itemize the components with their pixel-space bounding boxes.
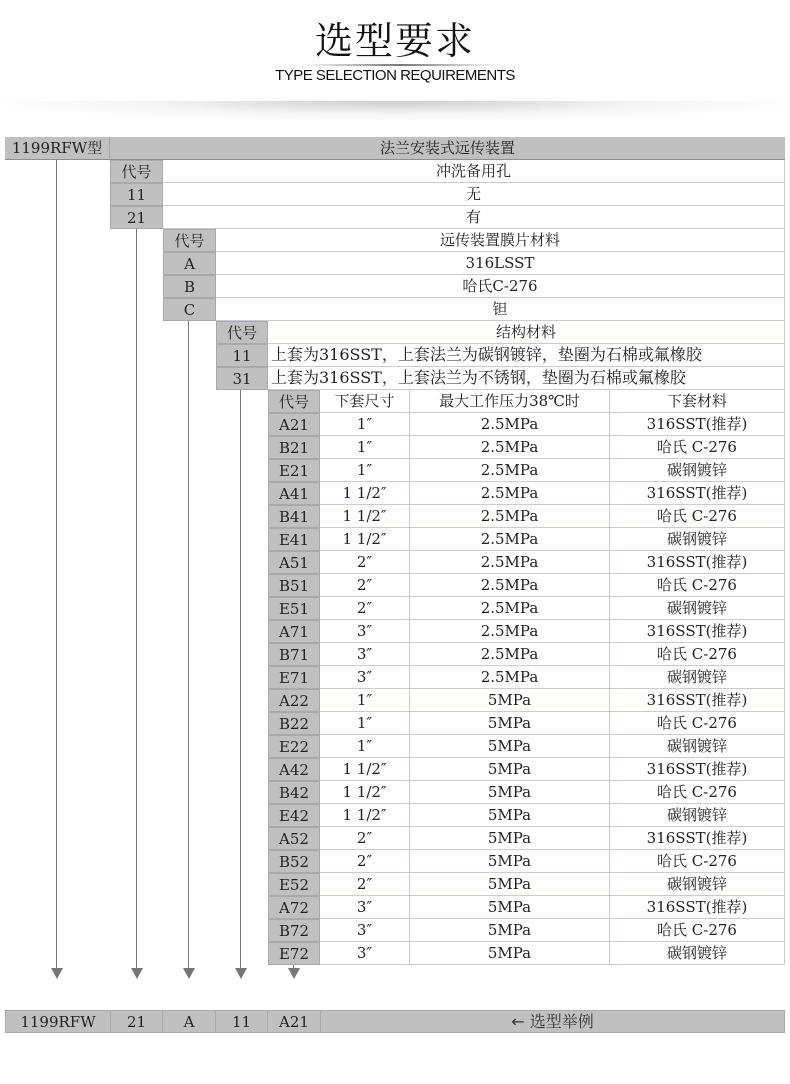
row-pressure: 2.5MPa <box>410 436 610 459</box>
row-material: 哈氏 C-276 <box>610 850 785 873</box>
row-material: 316SST(推荐) <box>610 758 785 781</box>
row-material: 碳钢镀锌 <box>610 597 785 620</box>
row-pressure: 2.5MPa <box>410 528 610 551</box>
structure-option-code: 31 <box>216 367 268 390</box>
row-code: B52 <box>268 850 320 873</box>
row-material: 316SST(推荐) <box>610 482 785 505</box>
arrow-down-icon <box>183 968 195 979</box>
row-code: A21 <box>268 413 320 436</box>
row-size: 3″ <box>320 643 410 666</box>
row-size: 1 1/2″ <box>320 528 410 551</box>
row-material: 碳钢镀锌 <box>610 873 785 896</box>
row-pressure: 5MPa <box>410 804 610 827</box>
row-pressure: 5MPa <box>410 735 610 758</box>
diaphragm-option-code: A <box>163 252 216 275</box>
row-size: 2″ <box>320 597 410 620</box>
row-material: 碳钢镀锌 <box>610 528 785 551</box>
row-code: A71 <box>268 620 320 643</box>
row-material: 316SST(推荐) <box>610 896 785 919</box>
diaphragm-option-code: B <box>163 275 216 298</box>
example-lower: A21 <box>267 1010 321 1033</box>
lower-material-header: 下套材料 <box>610 390 785 413</box>
row-material: 316SST(推荐) <box>610 413 785 436</box>
row-pressure: 2.5MPa <box>410 459 610 482</box>
row-code: B22 <box>268 712 320 735</box>
row-pressure: 5MPa <box>410 689 610 712</box>
row-material: 哈氏 C-276 <box>610 919 785 942</box>
row-pressure: 2.5MPa <box>410 597 610 620</box>
row-size: 1″ <box>320 689 410 712</box>
row-pressure: 2.5MPa <box>410 620 610 643</box>
flush-code-header: 代号 <box>110 160 163 183</box>
row-code: E71 <box>268 666 320 689</box>
row-size: 3″ <box>320 942 410 965</box>
row-pressure: 5MPa <box>410 781 610 804</box>
flush-option-code: 21 <box>110 206 163 229</box>
row-code: E21 <box>268 459 320 482</box>
page-title: 选型要求 <box>314 19 475 63</box>
row-pressure: 2.5MPa <box>410 666 610 689</box>
flush-option-label: 无 <box>163 183 785 206</box>
row-code: E41 <box>268 528 320 551</box>
arrow-down-icon <box>288 968 300 979</box>
row-code: B72 <box>268 919 320 942</box>
row-size: 2″ <box>320 827 410 850</box>
row-material: 哈氏 C-276 <box>610 574 785 597</box>
connector-line-model <box>56 160 57 968</box>
row-pressure: 2.5MPa <box>410 482 610 505</box>
structure-option-label: 上套为316SST，上套法兰为不锈钢，垫圈为石棉或氟橡胶 <box>268 367 785 390</box>
row-material: 碳钢镀锌 <box>610 942 785 965</box>
example-diaphragm: A <box>162 1010 216 1033</box>
diaphragm-option-label: 钽 <box>216 298 785 321</box>
row-pressure: 2.5MPa <box>410 574 610 597</box>
row-material: 316SST(推荐) <box>610 689 785 712</box>
flush-option-label: 有 <box>163 206 785 229</box>
lower-pressure-header: 最大工作压力38℃时 <box>410 390 610 413</box>
diaphragm-option-label: 哈氏C-276 <box>216 275 785 298</box>
example-structure: 11 <box>215 1010 268 1033</box>
row-code: A41 <box>268 482 320 505</box>
row-size: 1″ <box>320 459 410 482</box>
row-code: E42 <box>268 804 320 827</box>
row-pressure: 5MPa <box>410 896 610 919</box>
structure-option-label: 上套为316SST，上套法兰为碳钢镀锌，垫圈为石棉或氟橡胶 <box>268 344 785 367</box>
row-material: 316SST(推荐) <box>610 620 785 643</box>
connector-line-diaphragm <box>188 321 189 968</box>
diaphragm-option-label: 316LSST <box>216 252 785 275</box>
row-size: 1 1/2″ <box>320 758 410 781</box>
row-pressure: 5MPa <box>410 919 610 942</box>
row-size: 1″ <box>320 436 410 459</box>
row-pressure: 5MPa <box>410 827 610 850</box>
row-pressure: 5MPa <box>410 942 610 965</box>
row-pressure: 2.5MPa <box>410 505 610 528</box>
connector-line-structure <box>240 390 241 968</box>
row-code: A42 <box>268 758 320 781</box>
arrow-down-icon <box>51 968 63 979</box>
row-pressure: 5MPa <box>410 758 610 781</box>
row-material: 316SST(推荐) <box>610 551 785 574</box>
model-code-cell: 1199RFW型 <box>5 137 110 160</box>
row-code: A52 <box>268 827 320 850</box>
row-size: 1 1/2″ <box>320 781 410 804</box>
row-pressure: 5MPa <box>410 873 610 896</box>
row-code: E22 <box>268 735 320 758</box>
row-pressure: 2.5MPa <box>410 551 610 574</box>
structure-code-header: 代号 <box>216 321 268 344</box>
model-description-cell: 法兰安装式远传装置 <box>110 137 785 160</box>
row-size: 2″ <box>320 551 410 574</box>
row-pressure: 2.5MPa <box>410 413 610 436</box>
connector-line-flush <box>136 229 137 968</box>
row-code: E72 <box>268 942 320 965</box>
row-code: B51 <box>268 574 320 597</box>
row-size: 3″ <box>320 919 410 942</box>
flush-title: 冲洗备用孔 <box>163 160 785 183</box>
row-size: 2″ <box>320 850 410 873</box>
row-material: 316SST(推荐) <box>610 827 785 850</box>
arrow-down-icon <box>131 968 143 979</box>
row-code: A51 <box>268 551 320 574</box>
flush-option-code: 11 <box>110 183 163 206</box>
row-material: 哈氏 C-276 <box>610 781 785 804</box>
row-material: 碳钢镀锌 <box>610 459 785 482</box>
row-code: B21 <box>268 436 320 459</box>
row-pressure: 2.5MPa <box>410 643 610 666</box>
row-size: 1 1/2″ <box>320 505 410 528</box>
row-material: 哈氏 C-276 <box>610 505 785 528</box>
row-material: 碳钢镀锌 <box>610 735 785 758</box>
lower-size-header: 下套尺寸 <box>320 390 410 413</box>
row-material: 碳钢镀锌 <box>610 666 785 689</box>
page-subtitle: TYPE SELECTION REQUIREMENTS <box>275 67 515 84</box>
row-code: B41 <box>268 505 320 528</box>
row-size: 3″ <box>320 896 410 919</box>
diaphragm-option-code: C <box>163 298 216 321</box>
structure-option-code: 11 <box>216 344 268 367</box>
row-size: 2″ <box>320 574 410 597</box>
row-size: 1″ <box>320 735 410 758</box>
row-size: 2″ <box>320 873 410 896</box>
example-model: 1199RFW <box>5 1010 111 1033</box>
lower-code-header: 代号 <box>268 390 320 413</box>
row-material: 哈氏 C-276 <box>610 712 785 735</box>
row-size: 1 1/2″ <box>320 482 410 505</box>
row-code: A72 <box>268 896 320 919</box>
row-size: 3″ <box>320 666 410 689</box>
example-flush: 21 <box>110 1010 163 1033</box>
row-material: 碳钢镀锌 <box>610 804 785 827</box>
diaphragm-code-header: 代号 <box>163 229 216 252</box>
row-size: 1″ <box>320 712 410 735</box>
header-shadow-divider <box>0 101 790 121</box>
row-code: E51 <box>268 597 320 620</box>
structure-title: 结构材料 <box>268 321 785 344</box>
row-code: A22 <box>268 689 320 712</box>
row-pressure: 5MPa <box>410 712 610 735</box>
row-size: 1 1/2″ <box>320 804 410 827</box>
row-size: 3″ <box>320 620 410 643</box>
row-material: 哈氏 C-276 <box>610 436 785 459</box>
row-size: 1″ <box>320 413 410 436</box>
diaphragm-title: 远传装置膜片材料 <box>216 229 785 252</box>
example-label: ← 选型举例 <box>320 1010 785 1033</box>
row-pressure: 5MPa <box>410 850 610 873</box>
arrow-down-icon <box>235 968 247 979</box>
row-code: E52 <box>268 873 320 896</box>
row-material: 哈氏 C-276 <box>610 643 785 666</box>
row-code: B71 <box>268 643 320 666</box>
row-code: B42 <box>268 781 320 804</box>
